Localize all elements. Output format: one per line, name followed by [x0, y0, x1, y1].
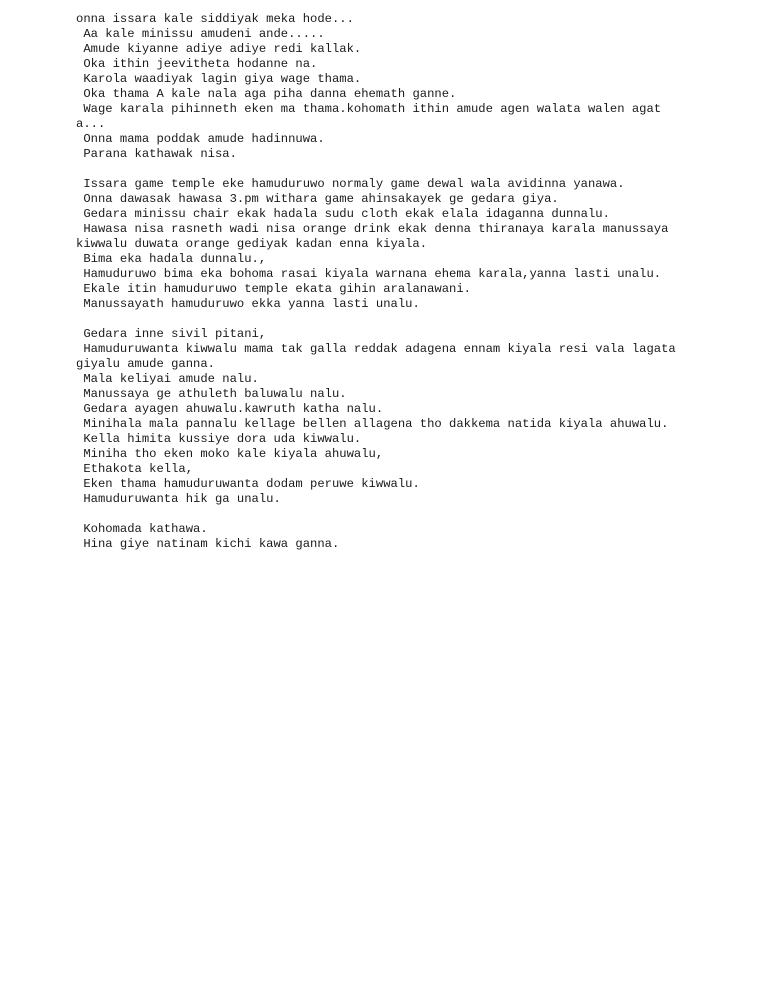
text-line: Hamuduruwanta hik ga unalu.: [76, 492, 281, 506]
blank-line: [76, 162, 676, 177]
text-line: Gedara inne sivil pitani,: [76, 327, 267, 341]
text-line: Onna mama poddak amude hadinnuwa.: [76, 132, 325, 146]
text-line: Bima eka hadala dunnalu.,: [76, 252, 267, 266]
text-line: Hina giye natinam kichi kawa ganna.: [76, 537, 340, 551]
blank-line: [76, 507, 676, 522]
text-line: onna issara kale siddiyak meka hode...: [76, 12, 354, 26]
text-line: Hamuduruwanta kiwwalu mama tak galla reddak adagena ennam kiyala resi vala lagata giyalu amude ganna.: [76, 342, 684, 371]
text-line: Eken thama hamuduruwanta dodam peruwe kiwwalu.: [76, 477, 420, 491]
text-line: Kohomada kathawa.: [76, 522, 208, 536]
text-line: Hawasa nisa rasneth wadi nisa orange drink ekak denna thiranaya karala manussaya kiwwalu duwata orange gediyak kadan enna kiyala.: [76, 222, 676, 251]
text-line: Miniha tho eken moko kale kiyala ahuwalu,: [76, 447, 384, 461]
text-line: Onna dawasak hawasa 3.pm withara game ahinsakayek ge gedara giya.: [76, 192, 559, 206]
text-line: Kella himita kussiye dora uda kiwwalu.: [76, 432, 362, 446]
text-line: Hamuduruwo bima eka bohoma rasai kiyala warnana ehema karala,yanna lasti unalu.: [76, 267, 662, 281]
text-line: Ethakota kella,: [76, 462, 194, 476]
text-line: Issara game temple eke hamuduruwo normaly game dewal wala avidinna yanawa.: [76, 177, 625, 191]
text-line: Minihala mala pannalu kellage bellen allagena tho dakkema natida kiyala ahuwalu.: [76, 417, 669, 431]
text-line: Oka ithin jeevitheta hodanne na.: [76, 57, 318, 71]
text-line: Aa kale minissu amudeni ande.....: [76, 27, 325, 41]
document-body: [76, 12, 684, 552]
text-line: Gedara ayagen ahuwalu.kawruth katha nalu.: [76, 402, 384, 416]
text-line: Wage karala pihinneth eken ma thama.kohomath ithin amude agen walata walen agata...: [76, 102, 662, 131]
text-line: Amude kiyanne adiye adiye redi kallak.: [76, 42, 362, 56]
blank-line: [76, 312, 676, 327]
text-line: Oka thama A kale nala aga piha danna ehemath ganne.: [76, 87, 457, 101]
text-line: Gedara minissu chair ekak hadala sudu cloth ekak elala idaganna dunnalu.: [76, 207, 610, 221]
text-line: Manussayath hamuduruwo ekka yanna lasti unalu.: [76, 297, 420, 311]
text-line: Ekale itin hamuduruwo temple ekata gihin aralanawani.: [76, 282, 471, 296]
text-line: Manussaya ge athuleth baluwalu nalu.: [76, 387, 347, 401]
text-line: Karola waadiyak lagin giya wage thama.: [76, 72, 362, 86]
text-line: Mala keliyai amude nalu.: [76, 372, 259, 386]
text-line: Parana kathawak nisa.: [76, 147, 237, 161]
